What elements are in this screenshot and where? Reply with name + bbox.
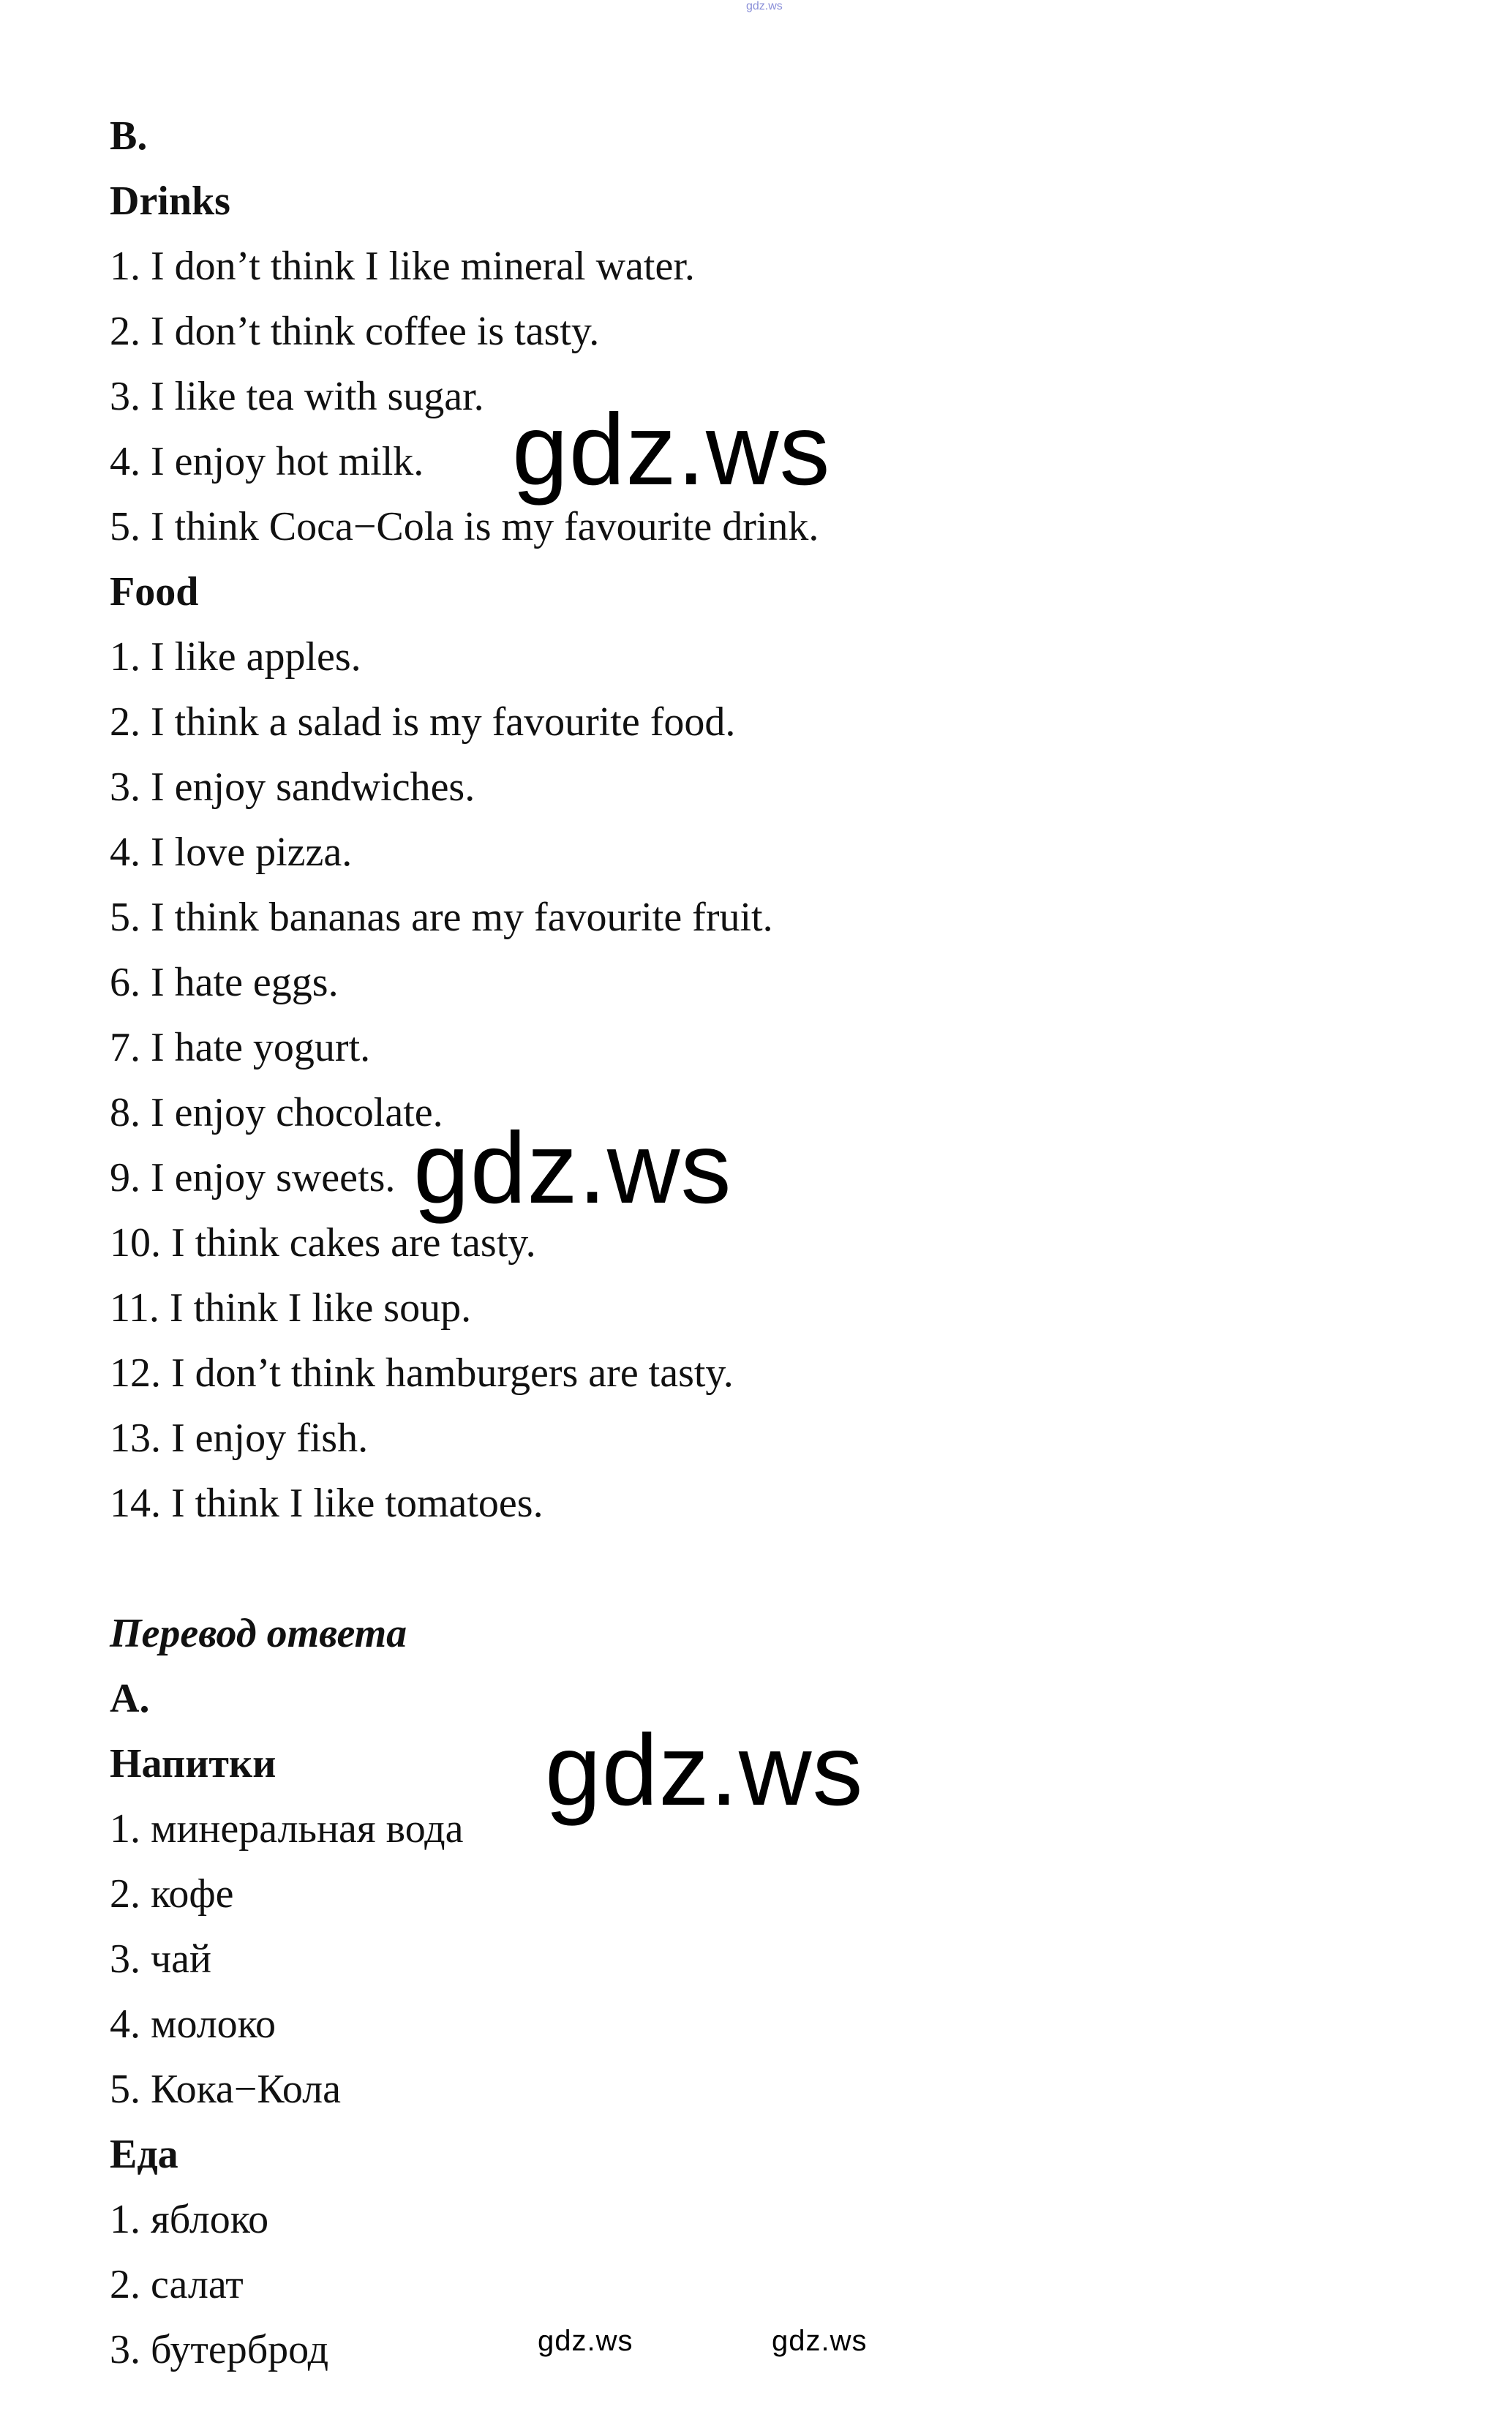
translation-drinks-item: 5. Кока−Кола (110, 2067, 341, 2112)
watermark: gdz.ws (545, 1714, 864, 1827)
food-item: 11. I think I like soup. (110, 1285, 472, 1331)
food-item: 5. I think bananas are my favourite fruit. (110, 895, 773, 940)
section-label-b: B. (110, 113, 148, 159)
food-item: 7. I hate yogurt. (110, 1025, 371, 1070)
watermark-small: gdz.ws (772, 2325, 868, 2357)
translation-food-heading: Еда (110, 2132, 178, 2177)
translation-drinks-item: 1. минеральная вода (110, 1806, 464, 1852)
translation-drinks-item: 2. кофе (110, 1871, 234, 1917)
translation-heading: Перевод ответа (110, 1611, 407, 1656)
food-item: 10. I think cakes are tasty. (110, 1220, 536, 1266)
watermark: gdz.ws (512, 394, 831, 506)
food-item: 2. I think a salad is my favourite food. (110, 699, 736, 745)
drinks-item: 1. I don’t think I like mineral water. (110, 244, 695, 289)
food-item: 14. I think I like tomatoes. (110, 1481, 544, 1526)
watermark: gdz.ws (413, 1112, 732, 1225)
food-item: 6. I hate eggs. (110, 960, 339, 1005)
watermark-small: gdz.ws (538, 2325, 633, 2357)
food-item: 8. I enjoy chocolate. (110, 1090, 443, 1135)
translation-food-item: 1. яблоко (110, 2197, 269, 2242)
drinks-item: 3. I like tea with sugar. (110, 374, 484, 419)
drinks-item: 4. I enjoy hot milk. (110, 439, 424, 484)
translation-drinks-heading: Напитки (110, 1741, 277, 1786)
food-heading: Food (110, 569, 199, 614)
food-item: 3. I enjoy sandwiches. (110, 764, 475, 810)
translation-drinks-item: 4. молоко (110, 2002, 277, 2047)
top-watermark: gdz.ws (746, 0, 783, 12)
food-item: 9. I enjoy sweets. (110, 1155, 396, 1200)
translation-food-item: 2. салат (110, 2262, 244, 2307)
drinks-heading: Drinks (110, 178, 230, 224)
food-item: 4. I love pizza. (110, 830, 353, 875)
translation-food-item: 3. бутерброд (110, 2327, 329, 2372)
food-item: 12. I don’t think hamburgers are tasty. (110, 1350, 734, 1396)
section-label-a: A. (110, 1676, 150, 1721)
food-item: 1. I like apples. (110, 634, 361, 680)
drinks-item: 2. I don’t think coffee is tasty. (110, 309, 600, 354)
food-item: 13. I enjoy fish. (110, 1416, 369, 1461)
translation-drinks-item: 3. чай (110, 1936, 211, 1982)
drinks-item: 5. I think Coca−Cola is my favourite drink. (110, 504, 819, 549)
